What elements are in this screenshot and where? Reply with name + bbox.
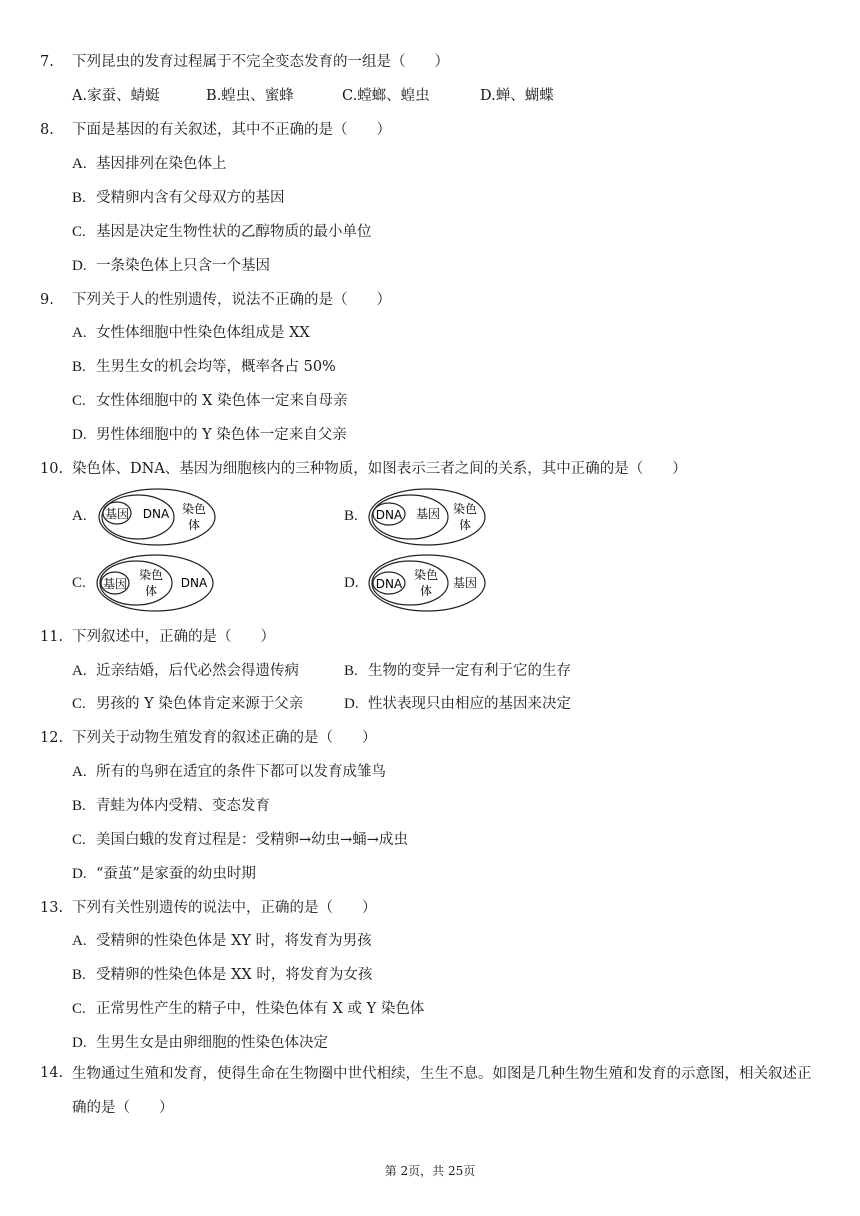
- dna-label: DNA: [180, 576, 208, 590]
- option-a: A.家蚕、蜻蜓: [72, 88, 160, 104]
- question-11-option-d: D. 性状表现只由相应的基因来决定: [344, 696, 571, 712]
- chromosome-label-1: 染色: [138, 568, 164, 582]
- chromosome-label-2: 体: [187, 518, 201, 532]
- chromosome-label-1: 染色: [413, 568, 439, 582]
- diagram-d: [366, 552, 488, 614]
- question-12-option-a: A. 所有的鸟卵在适宜的条件下都可以发育成雏鸟: [72, 764, 386, 780]
- gene-label: 基因: [452, 576, 478, 590]
- diagram-b: [366, 486, 488, 548]
- question-8-stem: 8. 下面是基因的有关叙述，其中不正确的是（ ）: [40, 122, 391, 138]
- question-13-option-d: D. 生男生女是由卵细胞的性染色体决定: [72, 1035, 328, 1051]
- question-12-option-b: B. 青蛙为体内受精、变态发育: [72, 798, 270, 814]
- chromosome-label-2: 体: [419, 584, 433, 598]
- question-9-option-b: B. 生男生女的机会均等，概率各占 50%: [72, 359, 336, 375]
- chromosome-label-2: 体: [144, 584, 158, 598]
- question-10-option-d-label: D.: [344, 575, 359, 591]
- question-10-option-a-label: A.: [72, 508, 87, 524]
- chromosome-label-1: 染色: [452, 502, 478, 516]
- option-b: B.蝗虫、蜜蜂: [206, 88, 294, 104]
- question-10-option-c-label: C.: [72, 575, 86, 591]
- diagram-c: [94, 552, 216, 614]
- option-d: D.蝉、蝴蝶: [480, 88, 554, 104]
- question-11-option-b: B. 生物的变异一定有利于它的生存: [344, 663, 571, 679]
- question-12-option-c: C. 美国白蛾的发育过程是：受精卵→幼虫→蛹→成虫: [72, 832, 408, 848]
- question-12-stem: 12. 下列关于动物生殖发育的叙述正确的是（ ）: [40, 730, 377, 746]
- dna-label: DNA: [375, 508, 403, 522]
- question-13-stem: 13. 下列有关性别遗传的说法中，正确的是（ ）: [40, 900, 377, 916]
- question-11-stem: 11. 下列叙述中，正确的是（ ）: [40, 629, 275, 645]
- question-8-option-a: A. 基因排列在染色体上: [72, 156, 227, 172]
- dna-label: DNA: [142, 507, 170, 521]
- question-8-option-d: D. 一条染色体上只含一个基因: [72, 258, 270, 274]
- question-11-option-a: A. 近亲结婚，后代必然会得遗传病: [72, 663, 299, 679]
- question-10-option-b-label: B.: [344, 508, 358, 524]
- question-13-option-a: A. 受精卵的性染色体是 XY 时，将发育为男孩: [72, 933, 372, 949]
- question-13-option-c: C. 正常男性产生的精子中，性染色体有 X 或 Y 染色体: [72, 1001, 425, 1017]
- question-8-option-c: C. 基因是决定生物性状的乙醇物质的最小单位: [72, 224, 372, 240]
- gene-label: 基因: [104, 507, 130, 521]
- option-c: C.螳螂、蝗虫: [342, 88, 430, 104]
- question-8-option-b: B. 受精卵内含有父母双方的基因: [72, 190, 285, 206]
- chromosome-label-1: 染色: [181, 502, 207, 516]
- question-9-option-d: D. 男性体细胞中的 Y 染色体一定来自父亲: [72, 427, 347, 443]
- diagram-a: [96, 486, 218, 548]
- question-9-option-a: A. 女性体细胞中性染色体组成是 XX: [72, 325, 310, 341]
- question-13-option-b: B. 受精卵的性染色体是 XX 时，将发育为女孩: [72, 967, 373, 983]
- gene-label: 基因: [415, 507, 441, 521]
- page-footer: 第 2页，共 25页: [384, 1164, 476, 1178]
- question-10-stem: 10. 染色体、DNA、基因为细胞核内的三种物质，如图表示三者之间的关系，其中正确的是（ ）: [40, 461, 687, 477]
- chromosome-label-2: 体: [458, 518, 472, 532]
- gene-label: 基因: [102, 577, 128, 591]
- question-9-option-c: C. 女性体细胞中的 X 染色体一定来自母亲: [72, 393, 348, 409]
- question-7-stem: 7. 下列昆虫的发育过程属于不完全变态发育的一组是（ ）: [40, 54, 449, 70]
- dna-label: DNA: [375, 577, 403, 591]
- question-11-option-c: C. 男孩的 Y 染色体肯定来源于父亲: [72, 696, 304, 712]
- question-12-option-d: D. “蚕茧”是家蚕的幼虫时期: [72, 866, 256, 882]
- question-9-stem: 9. 下列关于人的性别遗传，说法不正确的是（ ）: [40, 292, 391, 308]
